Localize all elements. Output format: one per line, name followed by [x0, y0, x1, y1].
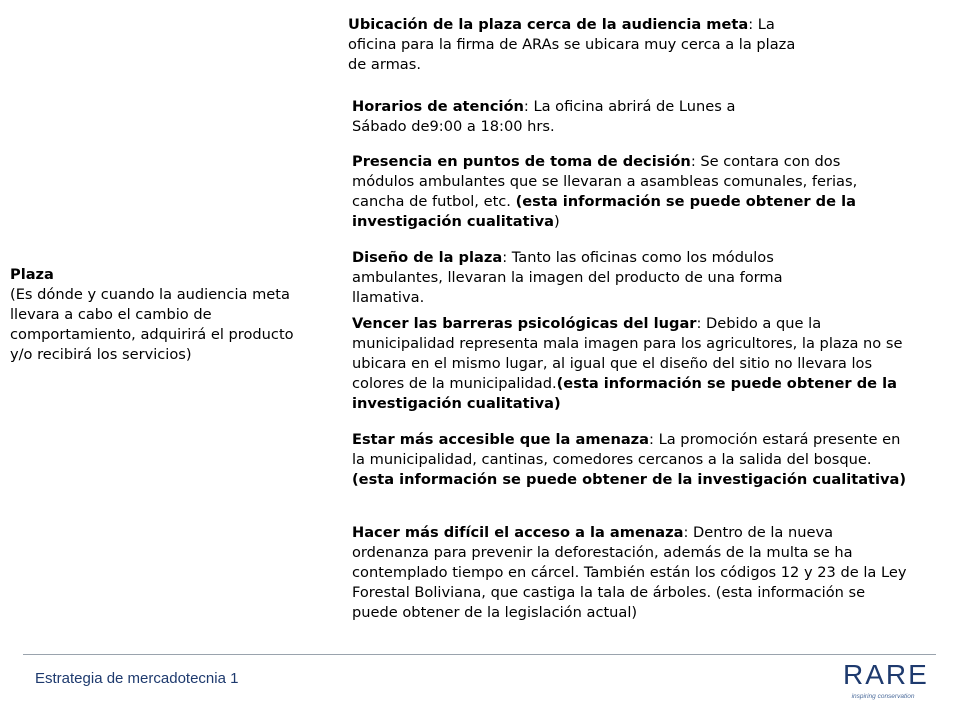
footer-divider: [23, 654, 936, 655]
item-text: : Debido a que la municipalidad representa mala imagen para los agricultores, la plaza no se ubicara en el mismo lugar, al igual que el diseño del sitio no llevara los colores de la municipalidad.: [352, 315, 903, 392]
item-heading: Ubicación de la plaza cerca de la audiencia meta: [348, 16, 749, 33]
item-text: : La promoción estará presente en la municipalidad, cantinas, comedores cercanos a la salida del bosque.: [352, 431, 901, 468]
item-text: : Tanto las oficinas como los módulos ambulantes, llevaran la imagen del producto de una forma llamativa.: [352, 249, 783, 306]
item-tail: ): [553, 213, 560, 230]
item-heading: Hacer más difícil el acceso a la amenaza: [352, 524, 684, 541]
item-note: (esta información se puede obtener de la investigación cualitativa: [352, 193, 856, 230]
item-text: : Se contara con dos módulos ambulantes que se llevaran a asambleas comunales, ferias, cancha de futbol, etc.: [352, 153, 858, 210]
rare-logo: [843, 659, 929, 704]
plaza-body: (Es dónde y cuando la audiencia meta llevara a cabo el cambio de comportamiento, adquirirá el producto y/o recibirá los servicios): [10, 286, 294, 363]
item-text: : La oficina para la firma de ARAs se ubicara muy cerca a la plaza de armas.: [348, 16, 796, 73]
logo-word: RARE: [843, 659, 929, 690]
item-presencia: [352, 152, 897, 232]
item-diseno: [352, 248, 832, 308]
item-heading: Horarios de atención: [352, 98, 524, 115]
item-heading: Vencer las barreras psicológicas del lugar: [352, 315, 697, 332]
item-barreras: [352, 314, 912, 414]
item-note: (esta información se puede obtener de la investigación cualitativa): [352, 375, 897, 412]
item-acceso-amenaza: [352, 523, 912, 623]
item-text: : La oficina abrirá de Lunes a Sábado de9:00 a 18:00 hrs.: [352, 98, 736, 135]
plaza-description: [10, 265, 295, 365]
item-horarios: [352, 97, 792, 137]
item-note: (esta información se puede obtener de la investigación cualitativa): [352, 471, 907, 488]
item-heading: Presencia en puntos de toma de decisión: [352, 153, 691, 170]
item-text: : Dentro de la nueva ordenanza para prevenir la deforestación, además de la multa se ha contemplado tiempo en cárcel. También están los códigos 12 y 23 de la Ley Forestal Boliviana, que castiga la tala de árboles. (esta información se puede obtener de la legislación actual): [352, 524, 907, 621]
footer-label: Estrategia de mercadotecnia 1: [35, 670, 239, 687]
logo-tagline: inspiring conservation: [851, 693, 915, 700]
item-heading: Estar más accesible que la amenaza: [352, 431, 650, 448]
plaza-title: Plaza: [10, 266, 54, 283]
item-heading: Diseño de la plaza: [352, 249, 503, 266]
item-ubicacion: [348, 15, 818, 75]
item-accesible: [352, 430, 912, 490]
